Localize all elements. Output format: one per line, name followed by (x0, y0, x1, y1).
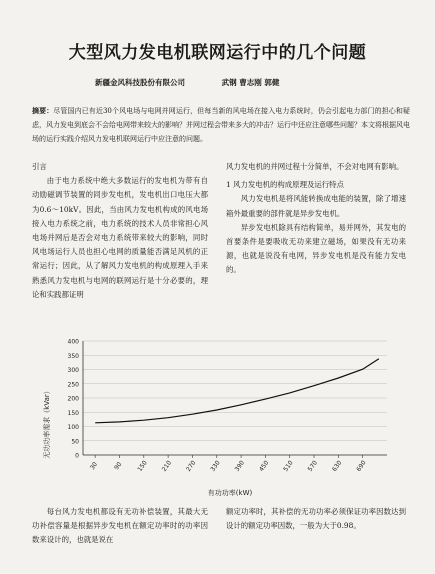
x-axis-label: 有功功率(kW) (207, 489, 253, 497)
right-paragraph-2: 风力发电机是将风能转换成电能的装置，除了增速箱外最重要的部件就是异步发电机。 (226, 194, 406, 218)
abstract-text: 尽管国内已有近30个风电场与电网并网运行，但每当新的风电场在接入电力系统时，仍会引起电力部门的担心和疑虑，风力发电到底会不会给电网带来较大的影响？并网过程会带来多大的冲击？运行中还应注意哪些问题？本文将根据风电场的运行实践介绍风力发电机联网运行中应注意的问题。 (32, 107, 411, 143)
y-tick-label: 350 (67, 352, 79, 360)
x-tick-label: 450 (258, 459, 271, 473)
x-tick-label: 390 (233, 459, 247, 473)
x-tick-label: 270 (185, 459, 198, 473)
y-tick-label: 300 (67, 367, 79, 374)
x-tick-label: 630 (330, 459, 344, 473)
y-axis-label: 无功功率需求（kVar） (43, 387, 51, 459)
x-tick-label: 330 (209, 459, 222, 473)
bottom-left-text (32, 505, 208, 548)
paper-title: 大型风力发电机联网运行中的几个问题 (68, 43, 367, 63)
x-tick-label: 150 (136, 459, 149, 473)
y-tick-label: 150 (67, 409, 79, 417)
bottom-left-paragraph: 每台风力发电机都设有无功补偿装置，其最大无功补偿容量是根据异步发电机在额定功率时的功率因数来设计的，也就是说在 (32, 507, 208, 545)
y-tick-label: 100 (67, 424, 79, 431)
y-tick-label: 0 (75, 452, 79, 460)
authors: 武钢 曹志刚 郭健 (221, 78, 280, 87)
x-tick-label: 690 (355, 459, 368, 473)
y-tick-label: 50 (71, 438, 79, 446)
abstract-label: 摘要： (32, 106, 54, 115)
right-column (226, 160, 406, 278)
x-tick-label: 570 (306, 459, 319, 473)
byline (95, 77, 395, 88)
reactive-power-chart (35, 335, 400, 500)
section-heading: 1 风力发电机的构成原理及运行特点 (226, 180, 344, 190)
intro-heading: 引言 (32, 162, 47, 171)
bottom-right-paragraph: 额定功率时，其补偿的无功功率必须保证功率因数达到设计的额定功率因数，一般为大于0.98。 (226, 507, 406, 531)
affiliation: 新疆金风科技股份有限公司 (95, 78, 185, 87)
y-tick-label: 200 (67, 395, 79, 403)
right-paragraph-3: 异步发电机除具有结构简单，易并网外，其发电的首要条件是要吸收无功来建立磁场，如果没有无功来源，也就是说没有电网，异步发电机是没有能力发电的。 (226, 222, 406, 275)
x-tick-label: 210 (160, 459, 174, 473)
bottom-right-text (226, 505, 406, 533)
left-column (32, 160, 208, 302)
abstract (32, 104, 410, 146)
right-paragraph-1: 风力发电机的并网过程十分简单，不会对电网有影响。 (226, 162, 404, 171)
x-tick-label: 30 (88, 461, 99, 472)
x-tick-label: 90 (113, 461, 124, 472)
x-tick-label: 510 (282, 459, 295, 473)
intro-paragraph: 由于电力系统中绝大多数运行的发电机为带有自动励磁调节装置的同步发电机，发电机出口电压大都为0.6～10kV。因此，当由风力发电机构成的风电场接入电力系统之前，电力系统的技术人员非常担心风电场并网后是否会对电力系统带来较大的影响，同时风电场运行人员也担心电网的质量能否满足风机的正常运行；因此，从了解风力发电机的构成原理入手来熟悉风力发电机与电网的联网运行是十分必要的，理论和实践都证明 (32, 176, 208, 299)
y-tick-label: 250 (67, 381, 79, 389)
y-tick-label: 400 (67, 338, 79, 346)
series-line (95, 359, 379, 423)
